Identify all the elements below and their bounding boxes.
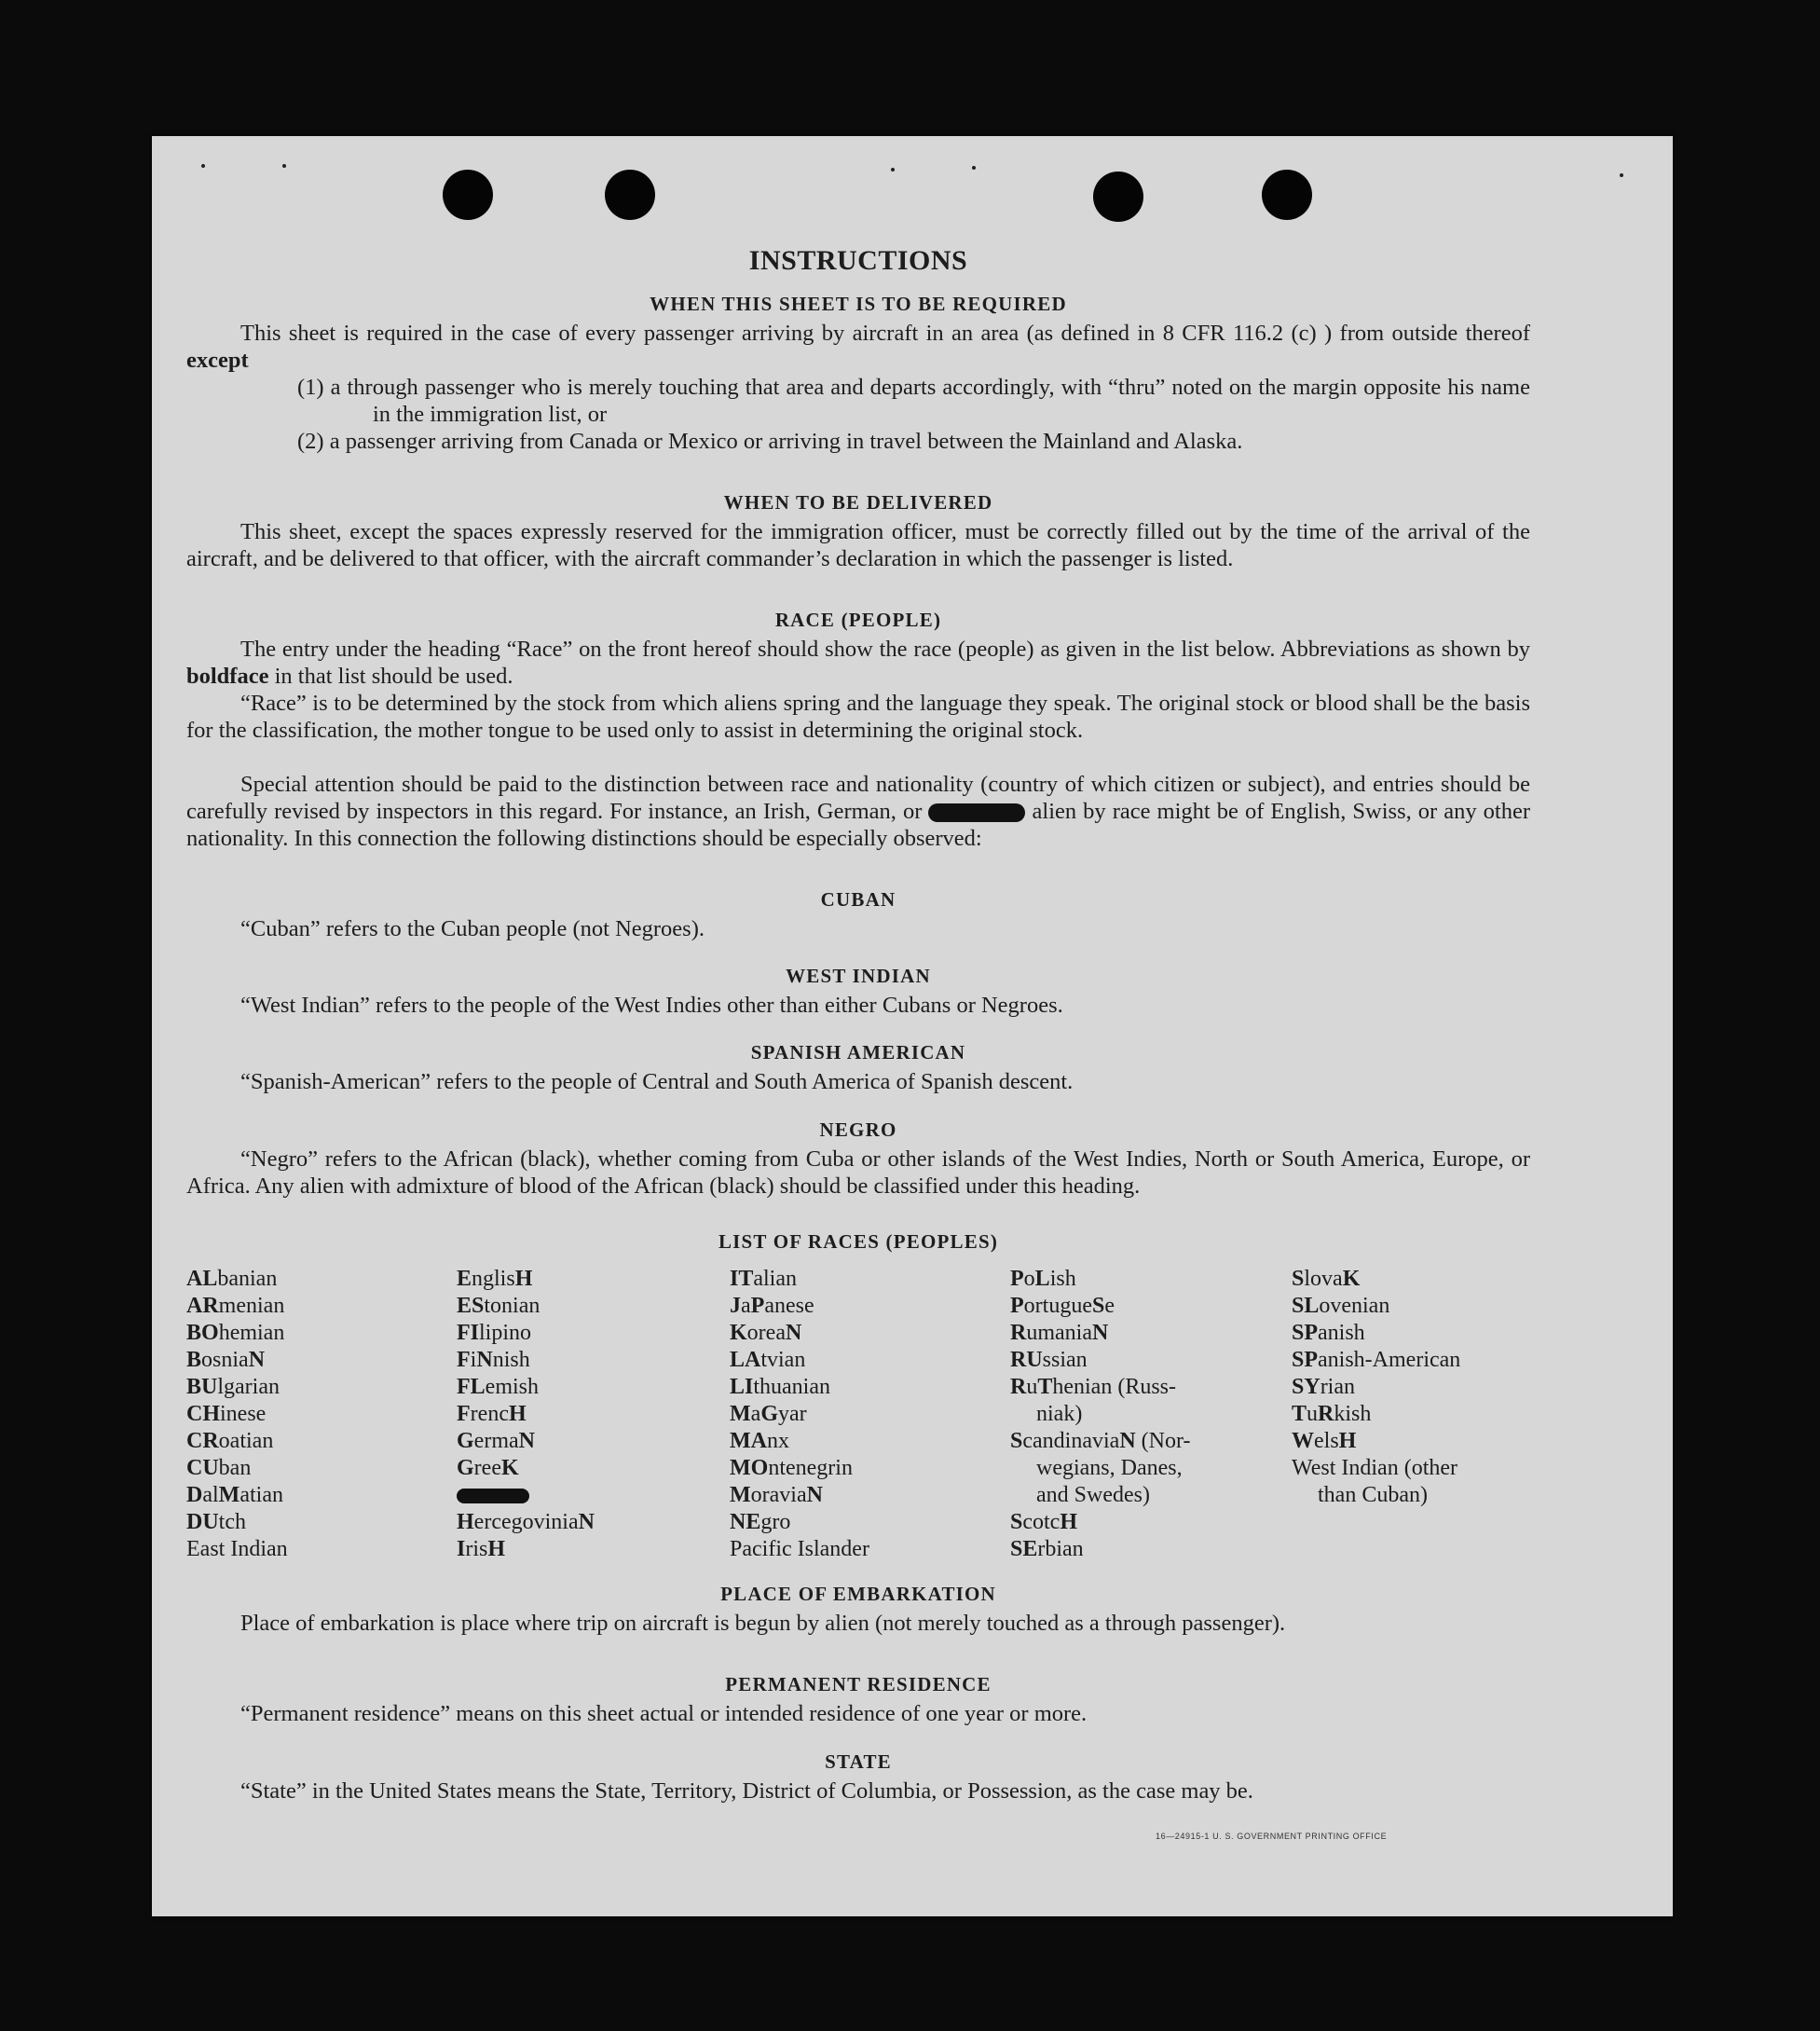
race-column-1 (186, 1266, 288, 1563)
section-heading-race: RACE (PEOPLE) (774, 609, 942, 631)
race-entry: SPanish-American (1292, 1348, 1461, 1372)
race-entry: MaGyar (730, 1402, 807, 1426)
race-entry: EnglisH (457, 1267, 533, 1291)
section-heading-negro: NEGRO (819, 1118, 897, 1141)
race-entry: EStonian (457, 1294, 541, 1318)
race-entry: SlovaK (1292, 1267, 1361, 1291)
race-entry: SPanish (1292, 1321, 1365, 1345)
speck (1620, 173, 1623, 177)
race-entry: wegians, Danes, (1036, 1456, 1183, 1480)
race-entry: RUssian (1010, 1348, 1088, 1372)
race-paragraph-2: “Race” is to be determined by the stock from which aliens spring and the language they speak. The original stock or blood shall be the basis for the classification, the mother tongue to be used only to assist in determining the original stock. (186, 691, 1530, 743)
race-paragraph-1: The entry under the heading “Race” on the front hereof should show the race (people) as given in the list below. Abbreviations as shown by boldface in that list should be used. (186, 637, 1530, 689)
race-entry: KoreaN (730, 1321, 802, 1345)
race-entry: NEgro (730, 1510, 791, 1534)
race-entry: MAnx (730, 1429, 789, 1453)
race-entry: East Indian (186, 1537, 288, 1561)
punch-hole-icon (443, 170, 493, 220)
race-entry: SLovenian (1292, 1294, 1390, 1318)
race-entry: RumaniaN (1010, 1321, 1109, 1345)
printer-footer: 16—24915-1 U. S. GOVERNMENT PRINTING OFFICE (1156, 1832, 1388, 1841)
speck (891, 168, 895, 172)
race-entry: PortugueSe (1010, 1294, 1115, 1318)
race-entry: RuThenian (Russ- (1010, 1375, 1177, 1399)
residence-text: “Permanent residence” means on this sheet actual or intended residence of one year or more. (240, 1701, 1088, 1726)
west-indian-text: “West Indian” refers to the people of the West Indies other than either Cubans or Negroes. (240, 993, 1063, 1018)
section-heading-required: WHEN THIS SHEET IS TO BE REQUIRED (650, 293, 1067, 315)
race-entry: DUtch (186, 1510, 246, 1534)
punch-hole-icon (1262, 170, 1312, 220)
redaction-mark (457, 1489, 529, 1503)
race-entry: FiNnish (457, 1348, 530, 1372)
speck (972, 166, 976, 170)
page-title: INSTRUCTIONS (748, 245, 968, 276)
race-entry: LIthuanian (730, 1375, 830, 1399)
required-intro: This sheet is required in the case of every passenger arriving by aircraft in an area (as defined in 8 CFR 116.2 (c) ) from outside thereof except (186, 321, 1530, 373)
race-entry: GermaN (457, 1429, 535, 1453)
race-entry: ScotcH (1010, 1510, 1078, 1534)
cuban-text: “Cuban” refers to the Cuban people (not Negroes). (240, 916, 705, 941)
section-heading-list-of-races: LIST OF RACES (PEOPLES) (718, 1230, 999, 1253)
race-entry: GreeK (457, 1456, 519, 1480)
race-column-4 (1010, 1266, 1190, 1563)
race-entry: JaPanese (730, 1294, 814, 1318)
section-heading-residence: PERMANENT RESIDENCE (725, 1673, 992, 1695)
punch-hole-icon (1093, 172, 1143, 222)
speck (282, 164, 286, 168)
state-text: “State” in the United States means the State, Territory, District of Columbia, or Possession, as the case may be. (240, 1778, 1253, 1804)
race-entry: niak) (1036, 1402, 1083, 1426)
race-column-3 (730, 1266, 869, 1563)
race-entry: CUban (186, 1456, 252, 1480)
section-heading-embarkation: PLACE OF EMBARKATION (720, 1583, 996, 1605)
race-column-5 (1292, 1266, 1460, 1509)
race-entry: PoLish (1010, 1267, 1076, 1291)
race-paragraph-3: Special attention should be paid to the distinction between race and nationality (country of which citizen or subject), and entries should be carefully revised by inspectors in this regard. For instance, an Irish, German, or alien by race might be of English, Swiss, or any other nationality. In this connection the following distinctions should be especially observed: (186, 772, 1531, 851)
race-entry: ALbanian (186, 1267, 278, 1291)
race-entry: Pacific Islander (730, 1537, 869, 1561)
exception-item-2: (2) a passenger arriving from Canada or Mexico or arriving in travel between the Mainland and Alaska. (297, 429, 1243, 454)
section-heading-delivered: WHEN TO BE DELIVERED (723, 491, 993, 514)
redaction-mark (928, 803, 1025, 822)
race-entry: and Swedes) (1036, 1483, 1150, 1507)
race-entry: ScandinaviaN (Nor- (1010, 1429, 1191, 1453)
race-entry: MoraviaN (730, 1483, 823, 1507)
race-entry: FrencH (457, 1402, 527, 1426)
race-entry: IrisH (457, 1537, 506, 1561)
race-entry: WelsH (1292, 1429, 1357, 1453)
race-entry: FLemish (457, 1375, 539, 1399)
race-entry: than Cuban) (1318, 1483, 1428, 1507)
race-entry: CHinese (186, 1402, 267, 1426)
speck (201, 164, 205, 168)
spanish-american-text: “Spanish-American” refers to the people of Central and South America of Spanish descent. (240, 1069, 1074, 1094)
race-column-2 (457, 1266, 595, 1563)
race-entry: MOntenegrin (730, 1456, 853, 1480)
race-entry: TuRkish (1292, 1402, 1372, 1426)
race-entry: DalMatian (186, 1483, 283, 1507)
race-entry: HercegoviniaN (457, 1510, 595, 1534)
race-entry: West Indian (other (1292, 1456, 1458, 1480)
section-heading-state: STATE (825, 1750, 892, 1773)
race-entry: SYrian (1292, 1375, 1355, 1399)
race-entry: BosniaN (186, 1348, 266, 1372)
race-entry: BUlgarian (186, 1375, 280, 1399)
race-entry: SErbian (1010, 1537, 1084, 1561)
exception-item-1: (1) a through passenger who is merely touching that area and departs accordingly, with “thru” noted on the margin opposite his name in the immigration list, or (297, 375, 1530, 427)
delivered-paragraph: This sheet, except the spaces expressly reserved for the immigration officer, must be correctly filled out by the time of the arrival of the aircraft, and be delivered to that officer, with the aircraft commander’s declaration in which the passenger is listed. (186, 519, 1530, 571)
race-entry: BOhemian (186, 1321, 285, 1345)
race-entry (457, 1482, 595, 1509)
punch-hole-icon (605, 170, 655, 220)
document-page (152, 136, 1673, 1916)
race-entry: CRoatian (186, 1429, 274, 1453)
section-heading-cuban: CUBAN (820, 888, 896, 911)
race-entry: LAtvian (730, 1348, 806, 1372)
race-entry: ITalian (730, 1267, 797, 1291)
embarkation-text: Place of embarkation is place where trip on aircraft is begun by alien (not merely touched as a through passenger). (240, 1611, 1286, 1636)
section-heading-west-indian: WEST INDIAN (786, 965, 931, 987)
race-entry: ARmenian (186, 1294, 285, 1318)
section-heading-spanish-american: SPANISH AMERICAN (750, 1041, 966, 1064)
race-entry: FIlipino (457, 1321, 532, 1345)
negro-text: “Negro” refers to the African (black), whether coming from Cuba or other islands of the West Indies, North or South America, Europe, or Africa. Any alien with admixture of blood of the African (black) should be classified under this heading. (186, 1146, 1530, 1199)
